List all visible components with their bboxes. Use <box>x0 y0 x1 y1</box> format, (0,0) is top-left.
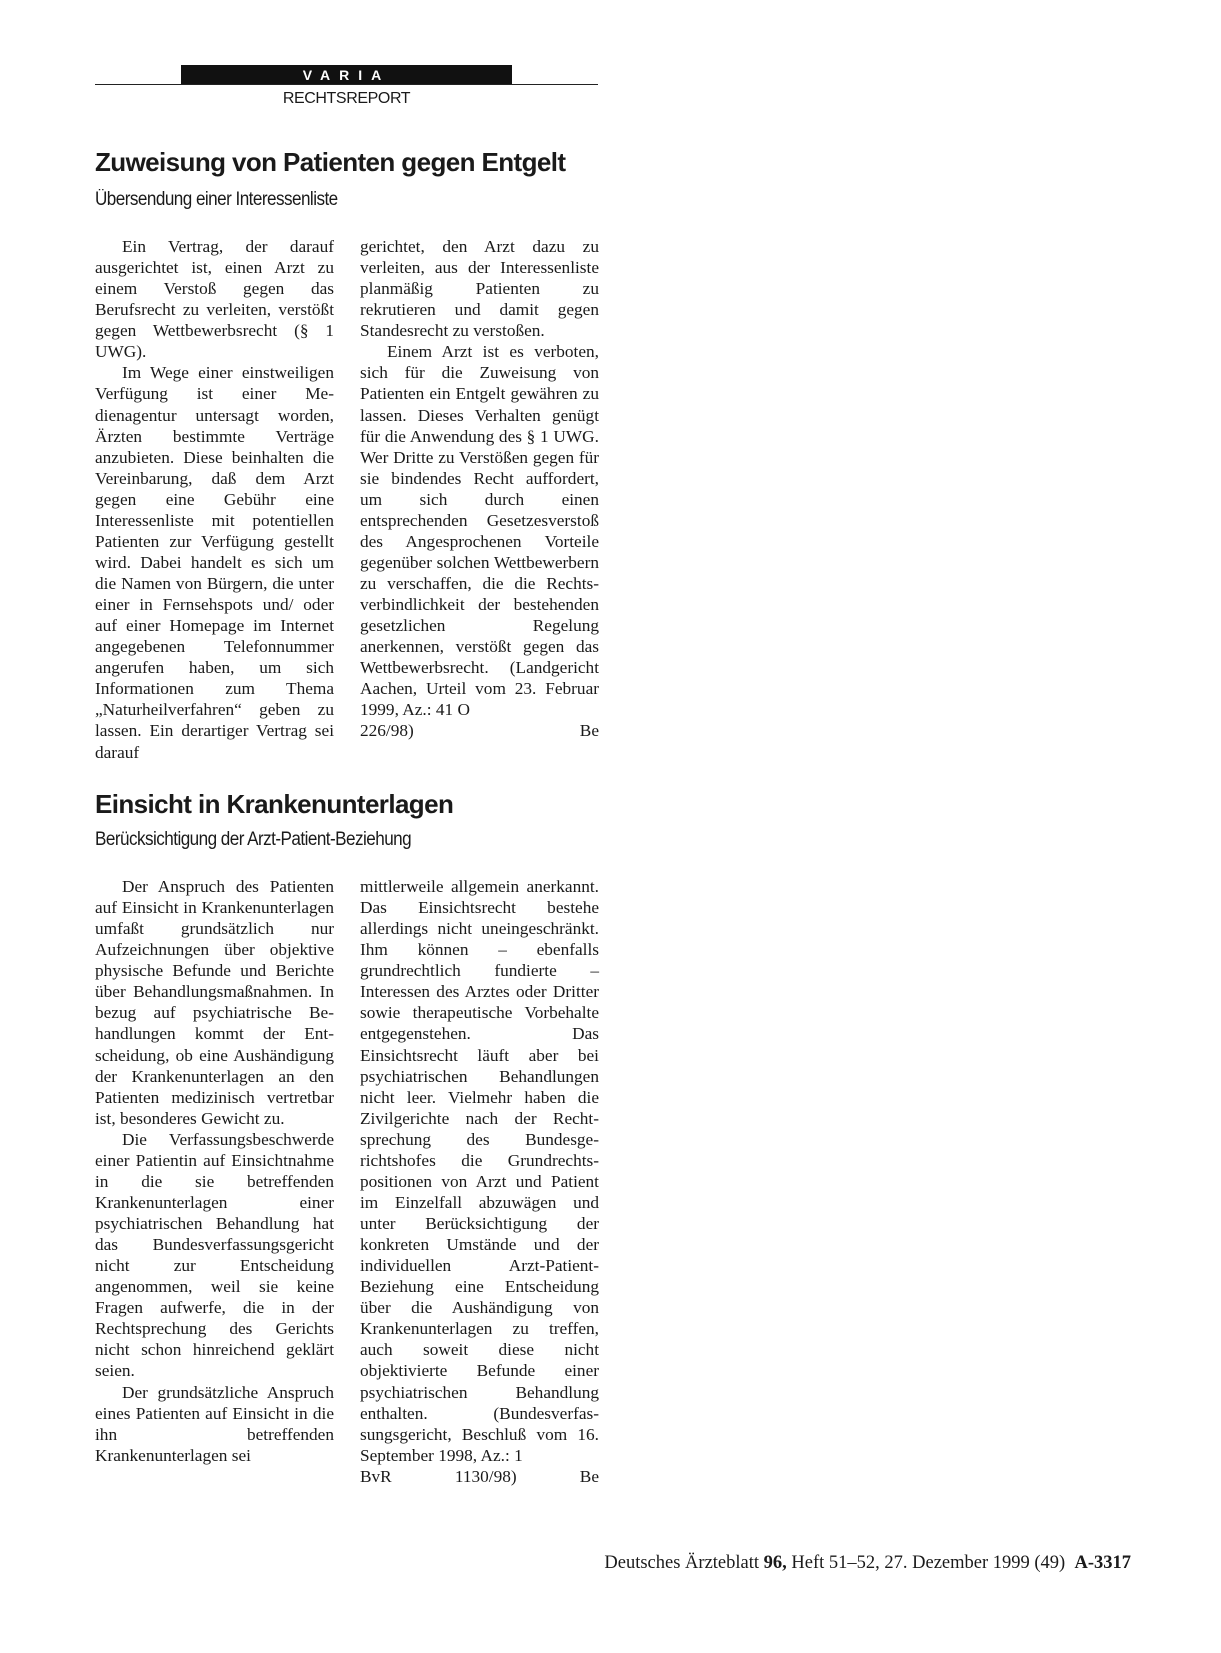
footer-page-number: A-3317 <box>1074 1553 1131 1573</box>
article-2-author: Be <box>579 1466 599 1486</box>
article-2-column-right <box>360 876 599 1487</box>
footer-journal: Deutsches Ärzteblatt <box>604 1553 760 1573</box>
article-2-citation-end: BvR 1130/98) <box>360 1466 517 1486</box>
article-2-paragraph: mittlerweile allgemein anerkannt. Das Einsichtsrecht bestehe allerdings nicht uneingeschränkt. Ihm können – ebenfalls grundrechtlich fundierte – Interessen des Arztes oder Dritter sowie therapeutische Vorbehalte entgegenstehen. Das Einsichtsrecht läuft aber bei psychiatrischen Behandlungen nicht leer. Vielmehr haben die Zivilgerichte nach der Rechtsprechung des Bundesgerichtshofes die Grundrechtspositionen von Arzt und Patient im Einzelfall abzuwägen und unter Berücksichtigung der konkreten Umstände und der individuellen Arzt-Patient-Beziehung eine Entscheidung über die Aushändigung von Krankenunterlagen zu treffen, auch soweit diese nicht objektivierte Befunde einer psychiatrischen Behandlung enthalten. (Bundesverfassungsgericht, Beschluß vom 16. September 1998, Az.: 1 <box>360 877 599 1465</box>
article-2-tail <box>360 1466 599 1487</box>
section-label: RECHTSREPORT <box>282 90 411 107</box>
article-2-paragraph: Der Anspruch des Patienten auf Einsicht in Krankenunterlagen umfaßt grundsätzlich nur Aufzeichnungen über objektive physische Befunde und Berichte über Behandlungsmaßnahmen. In bezug auf psychiatrische Behandlungen kommt der Entscheidung, ob eine Aushändigung der Krankenunterlagen an den Patienten medizinisch vertretbar ist, besonderes Gewicht zu. <box>95 877 334 1128</box>
article-1-paragraph: Ein Vertrag, der darauf ausgerichtet ist, einen Arzt zu einem Verstoß gegen das Berufsrecht zu verleiten, verstößt gegen Wettbewerbsrecht (§ 1 UWG). <box>95 237 334 362</box>
article-1-author: Be <box>579 721 599 741</box>
article-1-column-left <box>95 236 334 763</box>
article-2-subtitle: Berücksichtigung der Arzt-Patient-Beziehung <box>95 829 412 850</box>
article-2-paragraph: Die Verfassungsbeschwerde einer Patientin auf Einsichtnahme in die sie betreffenden Krankenunterlagen einer psychiatrischen Behandlung hat das Bundesverfassungsgericht nicht zur Entscheidung angenommen, weil sie keine Fragen aufwerfe, die in der Rechtsprechung des Gerichts nicht schon hinreichend geklärt seien. <box>95 1129 334 1381</box>
category-bar <box>181 65 512 85</box>
article-1-citation-end: 226/98) <box>360 721 414 741</box>
page-footer <box>604 1553 1131 1574</box>
article-1-tail <box>360 720 599 741</box>
article-2-column-left <box>95 876 334 1466</box>
article-2-paragraph: Der grundsätzliche Anspruch eines Patienten auf Einsicht in die ihn betreffenden Krankenunterlagen sei <box>95 1382 334 1465</box>
header-rule <box>95 84 598 85</box>
article-1-column-right <box>360 236 599 742</box>
article-1-paragraph: Einem Arzt ist es verboten, sich für die Zuweisung von Patienten ein Entgelt gewähren zu lassen. Dieses Verhalten genügt für die Anwendung des § 1 UWG. Wer Dritte zu Verstößen gegen für sie bindendes Recht auffordert, um sich durch einen entsprechenden Gesetzesverstoß des Angesprochenen Vorteile gegenüber solchen Wettbewerbern zu verschaffen, die die Rechtsverbindlichkeit der bestehenden gesetzlichen Regelung anerkennen, verstößt gegen das Wettbewerbsrecht. (Landgericht Aachen, Urteil vom 23. Februar 1999, Az.: 41 O <box>360 342 599 720</box>
article-2-title: Einsicht in Krankenunterlagen <box>95 789 454 819</box>
footer-volume: 96, <box>763 1553 787 1573</box>
category-label: VARIA <box>302 67 391 83</box>
article-1-subtitle: Übersendung einer Interessenliste <box>95 189 338 210</box>
article-1-paragraph: Im Wege einer einstweiligen Verfügung ist einer Medienagentur untersagt worden, Ärzten bestimmte Verträge anzubieten. Diese beinhalten die Vereinbarung, daß dem Arzt gegen eine Gebühr eine Interessenliste mit potentiellen Patienten zur Verfügung gestellt wird. Dabei handelt es sich um die Namen von Bürgern, die unter einer in Fernsehspots und/ oder auf einer Homepage im Internet angegebenen Telefonnummer angerufen haben, um sich Informationen zum Thema „Naturheilverfahren“ geben zu lassen. Ein derartiger Vertrag sei darauf <box>95 363 334 762</box>
article-1-title: Zuweisung von Patienten gegen Entgelt <box>95 147 566 177</box>
footer-issue-info: Heft 51–52, 27. Dezember 1999 (49) <box>791 1553 1066 1573</box>
article-1-paragraph: gerichtet, den Arzt dazu zu verleiten, aus der Interessenliste planmäßig Patienten zu rekrutieren und damit gegen Standesrecht zu verstoßen. <box>360 237 599 341</box>
